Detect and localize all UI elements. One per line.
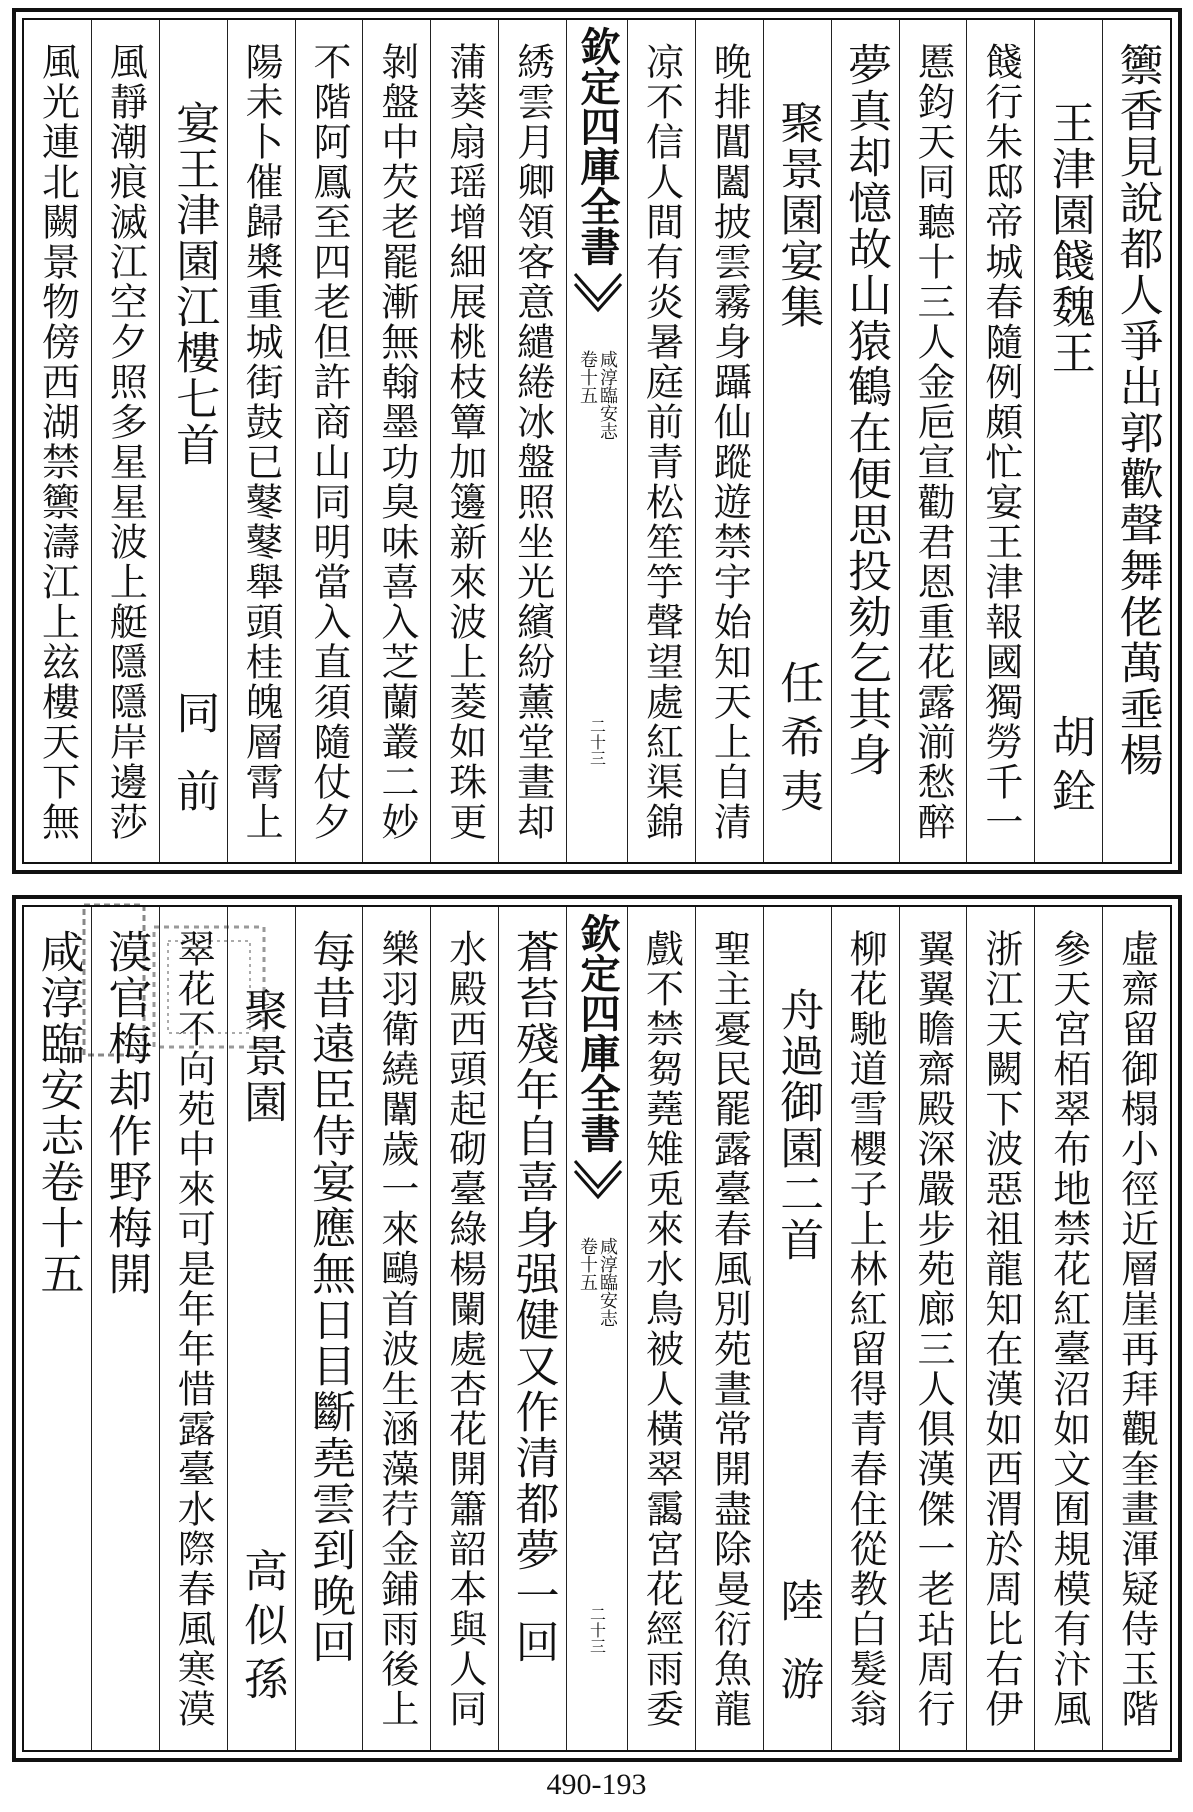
text-column: [159, 907, 227, 1750]
text-column: [227, 907, 295, 1750]
verse-line: 風靜潮痕滅江空夕照多星星波上艇隱隱岸邊莎: [103, 42, 148, 842]
text-column: [695, 907, 763, 1750]
page-top: [12, 8, 1182, 874]
verse-line: 夢真却憶故山猿鶴在便思投劾乞其身: [840, 42, 892, 778]
verse-line: 晚排閶闔披雲霧身躡仙蹤遊禁宇始知天上自清: [707, 42, 752, 842]
text-column: [1102, 907, 1170, 1750]
text-column: [295, 907, 363, 1750]
text-column: [1102, 20, 1170, 862]
verse-line: 蒼苔殘年自喜身强健又作清都夢一回: [507, 929, 559, 1665]
text-column: [627, 907, 695, 1750]
verse-line: 籞香見說都人爭出郭歡聲舞佬萬埀楊: [1111, 42, 1163, 778]
verse-line: 每昔遠臣侍宴應無日目斷堯雲到晚回: [303, 929, 355, 1665]
poem-title: 宴王津園江樓七首: [168, 100, 220, 468]
verse-line: 翠花不向苑中來可是年年惜露臺水際春風寒漠: [171, 929, 216, 1729]
text-columns: [24, 20, 1170, 862]
center-margin: [566, 907, 627, 1750]
page-bottom: [12, 895, 1182, 1762]
verse-line: 風光連北闕景物傍西湖禁籞濤江上玆樓天下無: [35, 42, 80, 842]
text-column: [430, 20, 498, 862]
verse-line: 戲不禁芻蕘雉兎來水鳥被人橫翠靄宮花經雨委: [639, 929, 684, 1729]
verse-line: 不階阿鳳至四老但許商山同明當入直須隨仗夕: [306, 42, 351, 842]
poem-title: 王津園餞魏王: [1043, 100, 1095, 376]
text-column: [295, 20, 363, 862]
poem-author: 同 前: [168, 690, 220, 822]
volume-number: 卷十五: [577, 350, 598, 404]
poem-author: 胡銓: [1043, 714, 1095, 822]
fishtail-mark-icon: [573, 270, 623, 330]
text-column: [362, 907, 430, 1750]
text-column: [91, 20, 159, 862]
book-title: 欽定四庫全書: [574, 913, 621, 1153]
verse-line: 柳花馳道雪櫻子上林紅留得青春住從教白髮翁: [843, 929, 888, 1729]
poem-title: 聚景園: [236, 987, 288, 1125]
text-column: [627, 20, 695, 862]
text-column: [227, 20, 295, 862]
verse-line: 虛齋留御榻小徑近層崖再拜觀奎畫渾疑侍玉階: [1114, 929, 1159, 1729]
center-margin: [566, 20, 627, 862]
text-column: [498, 20, 566, 862]
text-column: [966, 907, 1034, 1750]
text-column: [831, 907, 899, 1750]
verse-line: 浙江天闕下波惡祖龍知在漢如西渭於周比右伊: [978, 929, 1023, 1729]
poem-author: 陸 游: [772, 1578, 824, 1710]
text-column: [24, 20, 91, 862]
text-column: [899, 20, 967, 862]
book-title: 欽定四庫全書: [574, 26, 621, 266]
text-column: [695, 20, 763, 862]
text-column: [1034, 907, 1102, 1750]
text-column: [831, 20, 899, 862]
poem-title: 聚景園宴集: [772, 100, 824, 330]
text-column: [91, 907, 159, 1750]
verse-line: 餞行朱邸帝城春隨例頗忙宴王津報國獨勞千一: [978, 42, 1023, 842]
poem-author: 高似孫: [236, 1548, 288, 1710]
verse-line: 樂羽衛繞闈歲一來鷗首波生涵藻荇金鋪雨後上: [374, 929, 419, 1729]
verse-line: 蒲葵扇瑶增細展桃枝簟加籩新來波上菱如珠更: [442, 42, 487, 842]
text-column: [1034, 20, 1102, 862]
volume-title: 咸淳臨安志: [597, 350, 618, 440]
volume-title: 咸淳臨安志: [597, 1237, 618, 1327]
fishtail-mark-icon: [573, 1157, 623, 1217]
verse-line: 慝鈞天同聽十三人金巵宣勸君恩重花露湔愁醉: [910, 42, 955, 842]
folio-number: 二十三: [587, 1606, 607, 1654]
poem-title: 舟過御園二首: [772, 987, 824, 1263]
text-column: [899, 907, 967, 1750]
verse-line: 漠官梅却作野梅開: [100, 929, 152, 1297]
volume-info: [578, 350, 616, 440]
verse-line: 凉不信人間有炎暑庭前青松笙竽聲望處紅渠錦: [639, 42, 684, 842]
verse-line: 參天宮栢翠布地禁花紅臺沼如文囿規模有汴風: [1046, 929, 1091, 1729]
page-label: 490-193: [546, 1768, 647, 1801]
text-column: [430, 907, 498, 1750]
text-column: [763, 20, 831, 862]
verse-line: 陽未卜催歸槳重城街鼓已鼕鼕舉頭桂魄層霄上: [239, 42, 284, 842]
verse-line: 翼翼瞻齋殿深嚴步苑廊三人俱漢傑一老玷周行: [910, 929, 955, 1729]
volume-number: 卷十五: [577, 1237, 598, 1291]
verse-line: 聖主憂民罷露臺春風別苑晝常開盡除曼衍魚龍: [707, 929, 752, 1729]
text-column: [362, 20, 430, 862]
verse-line: 剝盤中芡老罷漸無翰墨功臭味喜入芝蘭叢二妙: [374, 42, 419, 842]
volume-end-line: 咸淳臨安志卷十五: [32, 929, 84, 1297]
text-column: [24, 907, 91, 1750]
verse-line: 綉雲月卿領客意繾綣冰盤照坐光繽紛薰堂晝却: [510, 42, 555, 842]
text-columns: [24, 907, 1170, 1750]
poem-author: 任希夷: [772, 660, 824, 822]
text-column: [763, 907, 831, 1750]
text-column: [966, 20, 1034, 862]
text-column: [498, 907, 566, 1750]
folio-number: 二十三: [587, 718, 607, 766]
text-column: [159, 20, 227, 862]
verse-line: 水殿西頭起砌臺綠楊闌處杏花開簫韶本與人同: [442, 929, 487, 1729]
volume-info: [578, 1237, 616, 1327]
